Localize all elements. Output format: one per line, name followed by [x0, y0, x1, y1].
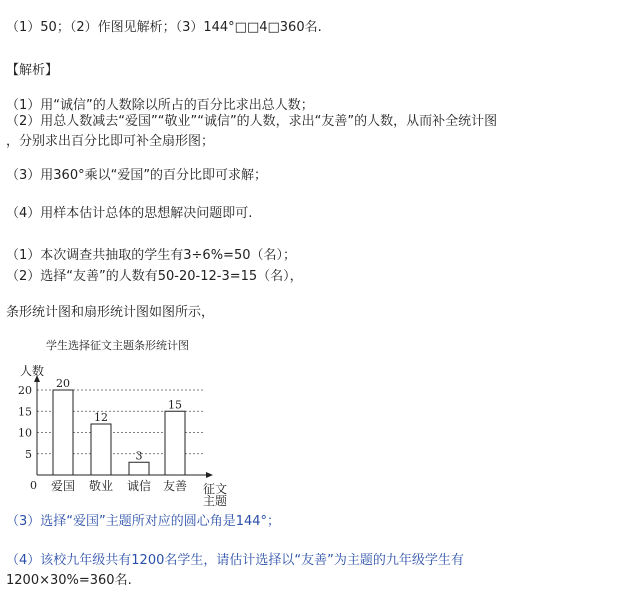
solution-line-2: （2）选择“友善”的人数有50-20-12-3=15（名）， [6, 269, 303, 284]
bar [165, 411, 185, 475]
y-axis-label: 人数 [20, 364, 45, 378]
solution-line-1: （1）本次调查共抽取的学生有3÷6%=50（名）； [6, 248, 296, 263]
category-label: 敬业 [88, 479, 114, 493]
analysis-line-1: （1）用“诚信”的人数除以所占的百分比求出总人数； [6, 98, 314, 113]
part4-line-2: 1200×30%=360名. [6, 573, 132, 588]
origin-label: 0 [30, 479, 37, 492]
category-label: 友善 [162, 479, 188, 493]
analysis-line-5: （4）用样本估计总体的思想解决问题即可. [6, 206, 253, 221]
category-label: 爱国 [50, 479, 76, 493]
bar-value-label: 12 [94, 411, 108, 424]
answer-line: （1）50；（2）作图见解析；（3）144°□□4□360名. [6, 20, 322, 35]
y-tick-label: 5 [25, 447, 32, 461]
analysis-line-2: （2）用总人数减去“爱国”“敬业”“诚信”的人数，求出“友善”的人数，从而补全统计图 [6, 114, 498, 129]
part4-line-1: （4）该校九年级共有1200名学生，请估计选择以“友善”为主题的九年级学生有 [6, 553, 464, 568]
x-axis-arrow [206, 472, 213, 478]
y-tick-label: 20 [18, 384, 32, 397]
x-axis-label-line2: 主题 [203, 494, 228, 508]
part3-line: （3）选择“爱国”主题所对应的圆心角是144°； [6, 514, 281, 529]
section-header: 【解析】 [6, 63, 59, 78]
chart-title: 学生选择征文主题条形统计图 [46, 339, 189, 352]
y-tick-label: 15 [18, 405, 32, 419]
bar-value-label: 20 [56, 377, 70, 390]
category-label: 诚信 [126, 479, 152, 493]
bar-value-label: 15 [168, 398, 182, 412]
y-tick-label: 10 [18, 426, 32, 440]
bar-value-label: 3 [135, 449, 143, 463]
bar [53, 390, 73, 475]
analysis-line-3: ，分别求出百分比即可补全扇形图； [6, 134, 215, 149]
solution-line-3: 条形统计图和扇形统计图如图所示， [6, 305, 215, 320]
analysis-line-4: （3）用360°乘以“爱国”的百分比即可求解； [6, 168, 268, 183]
x-axis-label-line1: 征文 [203, 482, 228, 496]
bar [91, 424, 111, 475]
bar [129, 462, 149, 475]
